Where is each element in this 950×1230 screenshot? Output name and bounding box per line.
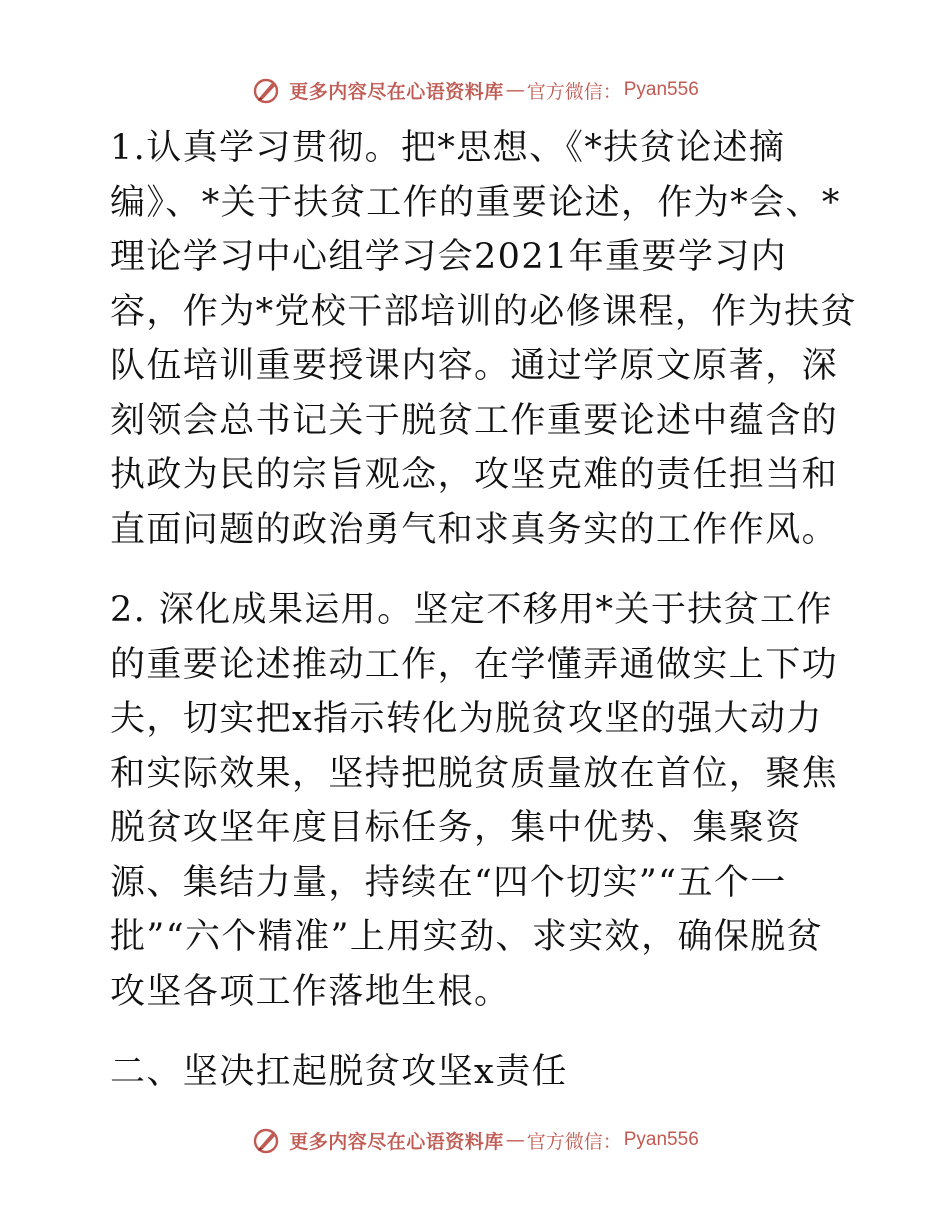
pen-logo-icon [251,75,281,105]
watermark-contact-label: 官方微信： [526,1130,622,1153]
document-body [98,121,858,1100]
watermark-contact-id: Pyan556 [623,79,699,100]
watermark-contact-label: 官方微信： [526,80,622,103]
paragraph-application: 2. 深化成果运用。坚定不移用*关于扶贫工作的重要论述推动工作，在学懂弄通做实上下功夫，切实把x指示转化为脱贫攻坚的强大动力和实际效果，坚持把脱贫质量放在首位，聚焦脱贫攻坚年度目标任务，集中优势、集聚资源、集结力量，持续在“四个切实”“五个一批”“六个精准”上用实劲、求实效，确保脱贫攻坚各项工作落地生根。 [110,590,839,1012]
pen-logo-icon [251,1125,281,1155]
watermark-separator: — [505,79,525,101]
watermark-main-text: 更多内容尽在心语资料库 [289,1130,504,1153]
footer-watermark [0,1120,950,1160]
watermark-separator: — [505,1129,525,1151]
paragraph-study: 1.认真学习贯彻。把*思想、《*扶贫论述摘编》、*关于扶贫工作的重要论述，作为*会、*理论学习中心组学习会2021年重要学习内容，作为*党校干部培训的必修课程，作为扶贫队伍培训重要授课内容。通过学原文原著，深刻领会总书记关于脱贫工作重要论述中蕴含的执政为民的宗旨观念，攻坚克难的责任担当和直面问题的政治勇气和求真务实的工作作风。 [110,128,857,550]
header-watermark [0,70,950,110]
watermark-main-text: 更多内容尽在心语资料库 [289,80,504,103]
section-heading: 二、坚决扛起脱贫攻坚x责任 [110,1052,568,1092]
watermark-contact-id: Pyan556 [623,1129,699,1150]
